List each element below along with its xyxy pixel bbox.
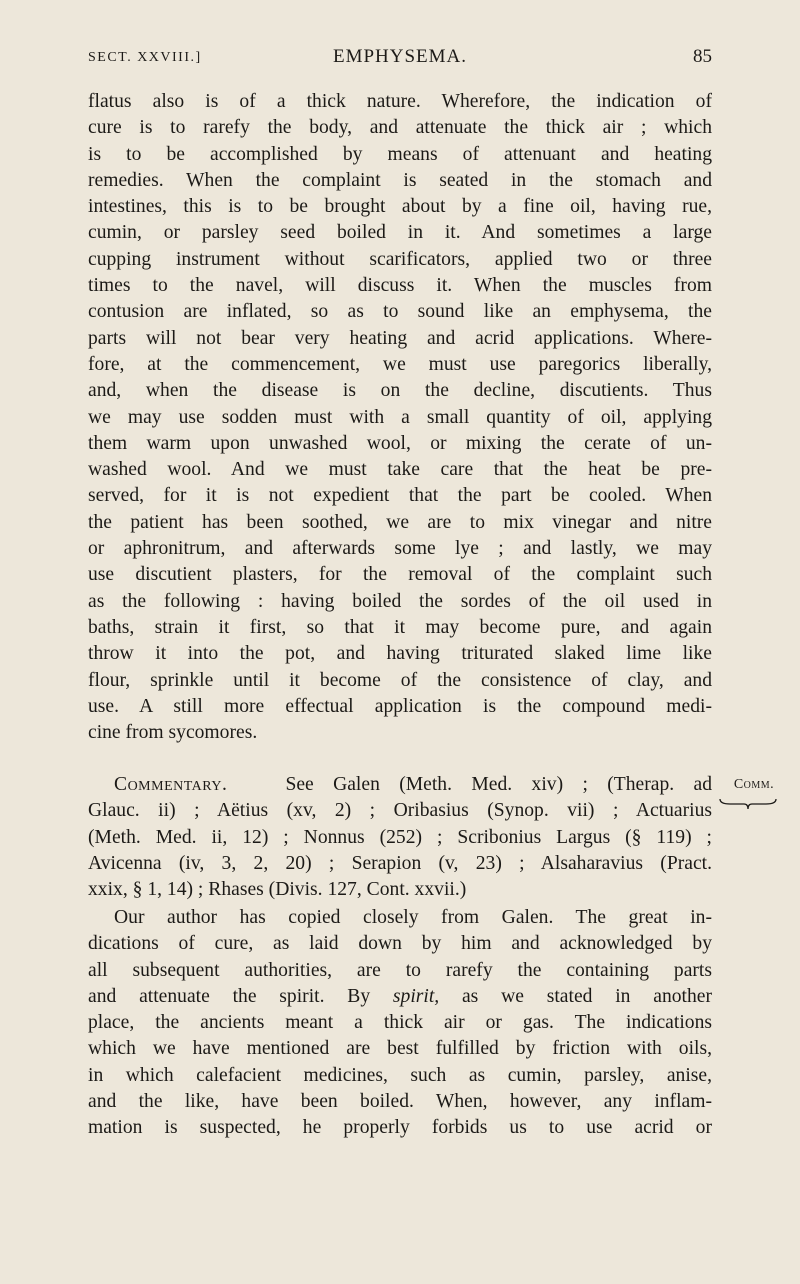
text-line: in which calefacient medicines, such as cumin, parsley, anise,	[88, 1064, 712, 1086]
text-line: we may use sodden must with a small quantity of oil, applying	[88, 406, 712, 428]
text-line: which we have mentioned are best fulfilled by friction with oils,	[88, 1038, 712, 1060]
text-line: parts will not bear very heating and acrid applications. Where-	[88, 327, 712, 349]
text-line: mation is suspected, he properly forbids us to use acrid or	[88, 1117, 712, 1139]
text-line: the patient has been soothed, we are to mix vinegar and nitre	[88, 511, 712, 533]
text-line: Avicenna (iv, 3, 2, 20) ; Serapion (v, 23) ; Alsaharavius (Pract.	[88, 852, 712, 874]
margin-note: Comm.	[733, 777, 775, 792]
text-line: as the following : having boiled the sordes of the oil used in	[88, 590, 712, 612]
text-line: all subsequent authorities, are to rarefy the containing parts	[88, 959, 712, 981]
text-line: is to be accomplished by means of attenuant and heating	[88, 143, 712, 165]
text-line: cure is to rarefy the body, and attenuate the thick air ; which	[88, 117, 712, 139]
commentary-first-line-text: See Galen (Meth. Med. xiv) ; (Therap. ad	[285, 774, 712, 795]
text-line: fore, at the commencement, we must use paregorics liberally,	[88, 353, 712, 375]
text-line: throw it into the pot, and having triturated slaked lime like	[88, 643, 712, 665]
text-line: xxix, § 1, 14) ; Rhases (Divis. 127, Cont. xxvii.)	[88, 879, 467, 901]
running-header	[88, 46, 712, 76]
text-line: cine from sycomores.	[88, 722, 258, 744]
page-title: EMPHYSEMA.	[332, 46, 468, 67]
text-line: times to the navel, will discuss it. When the muscles from	[88, 275, 712, 297]
main-paragraph	[88, 89, 712, 746]
text-line: contusion are inflated, so as to sound like an emphysema, the	[88, 301, 712, 323]
text-segment: and attenuate the spirit. By	[88, 985, 393, 1007]
text-line: use. A still more effectual application is the compound medi-	[88, 695, 712, 717]
text-line: (Meth. Med. ii, 12) ; Nonnus (252) ; Scribonius Largus (§ 119) ;	[88, 826, 712, 848]
text-line: Our author has copied closely from Galen. The great in-	[114, 907, 712, 928]
text-line-with-italic	[88, 984, 712, 1010]
text-line: use discutient plasters, for the removal of the complaint such	[88, 564, 712, 586]
text-line: flour, sprinkle until it become of the consistence of clay, and	[88, 669, 712, 691]
text-line: remedies. When the complaint is seated in the stomach and	[88, 169, 712, 191]
commentary-paragraph	[88, 772, 712, 903]
discussion-paragraph	[88, 905, 712, 1142]
text-segment: as we stated in another	[439, 985, 712, 1007]
text-line: intestines, this is to be brought about by a fine oil, having rue,	[88, 196, 712, 218]
commentary-label: Commentary.	[114, 774, 228, 795]
text-line: cupping instrument without scarificators, applied two or three	[88, 248, 712, 270]
text-line: and the like, have been boiled. When, however, any inflam-	[88, 1091, 712, 1113]
text-line: or aphronitrum, and afterwards some lye ; and lastly, we may	[88, 538, 712, 560]
text-line: dications of cure, as laid down by him and acknowledged by	[88, 933, 712, 955]
section-label: SECT. XXVIII.]	[88, 50, 202, 65]
text-line: washed wool. And we must take care that the heat be pre-	[88, 459, 712, 481]
text-line: flatus also is of a thick nature. Wherefore, the indication of	[88, 91, 712, 112]
commentary-first-line	[88, 772, 712, 798]
text-line: Glauc. ii) ; Aëtius (xv, 2) ; Oribasius (Synop. vii) ; Actuarius	[88, 800, 712, 822]
page-number: 85	[693, 46, 712, 67]
text-line: cumin, or parsley seed boiled in it. And sometimes a large	[88, 222, 712, 244]
text-line: them warm upon unwashed wool, or mixing the cerate of un-	[88, 432, 712, 454]
text-line: and, when the disease is on the decline, discutients. Thus	[88, 380, 712, 402]
italic-term: spirit,	[392, 985, 440, 1007]
text-line: served, for it is not expedient that the part be cooled. When	[88, 485, 712, 507]
text-line: baths, strain it first, so that it may become pure, and again	[88, 616, 712, 638]
text-line: place, the ancients meant a thick air or gas. The indications	[88, 1012, 712, 1034]
margin-brace-icon	[718, 797, 778, 811]
